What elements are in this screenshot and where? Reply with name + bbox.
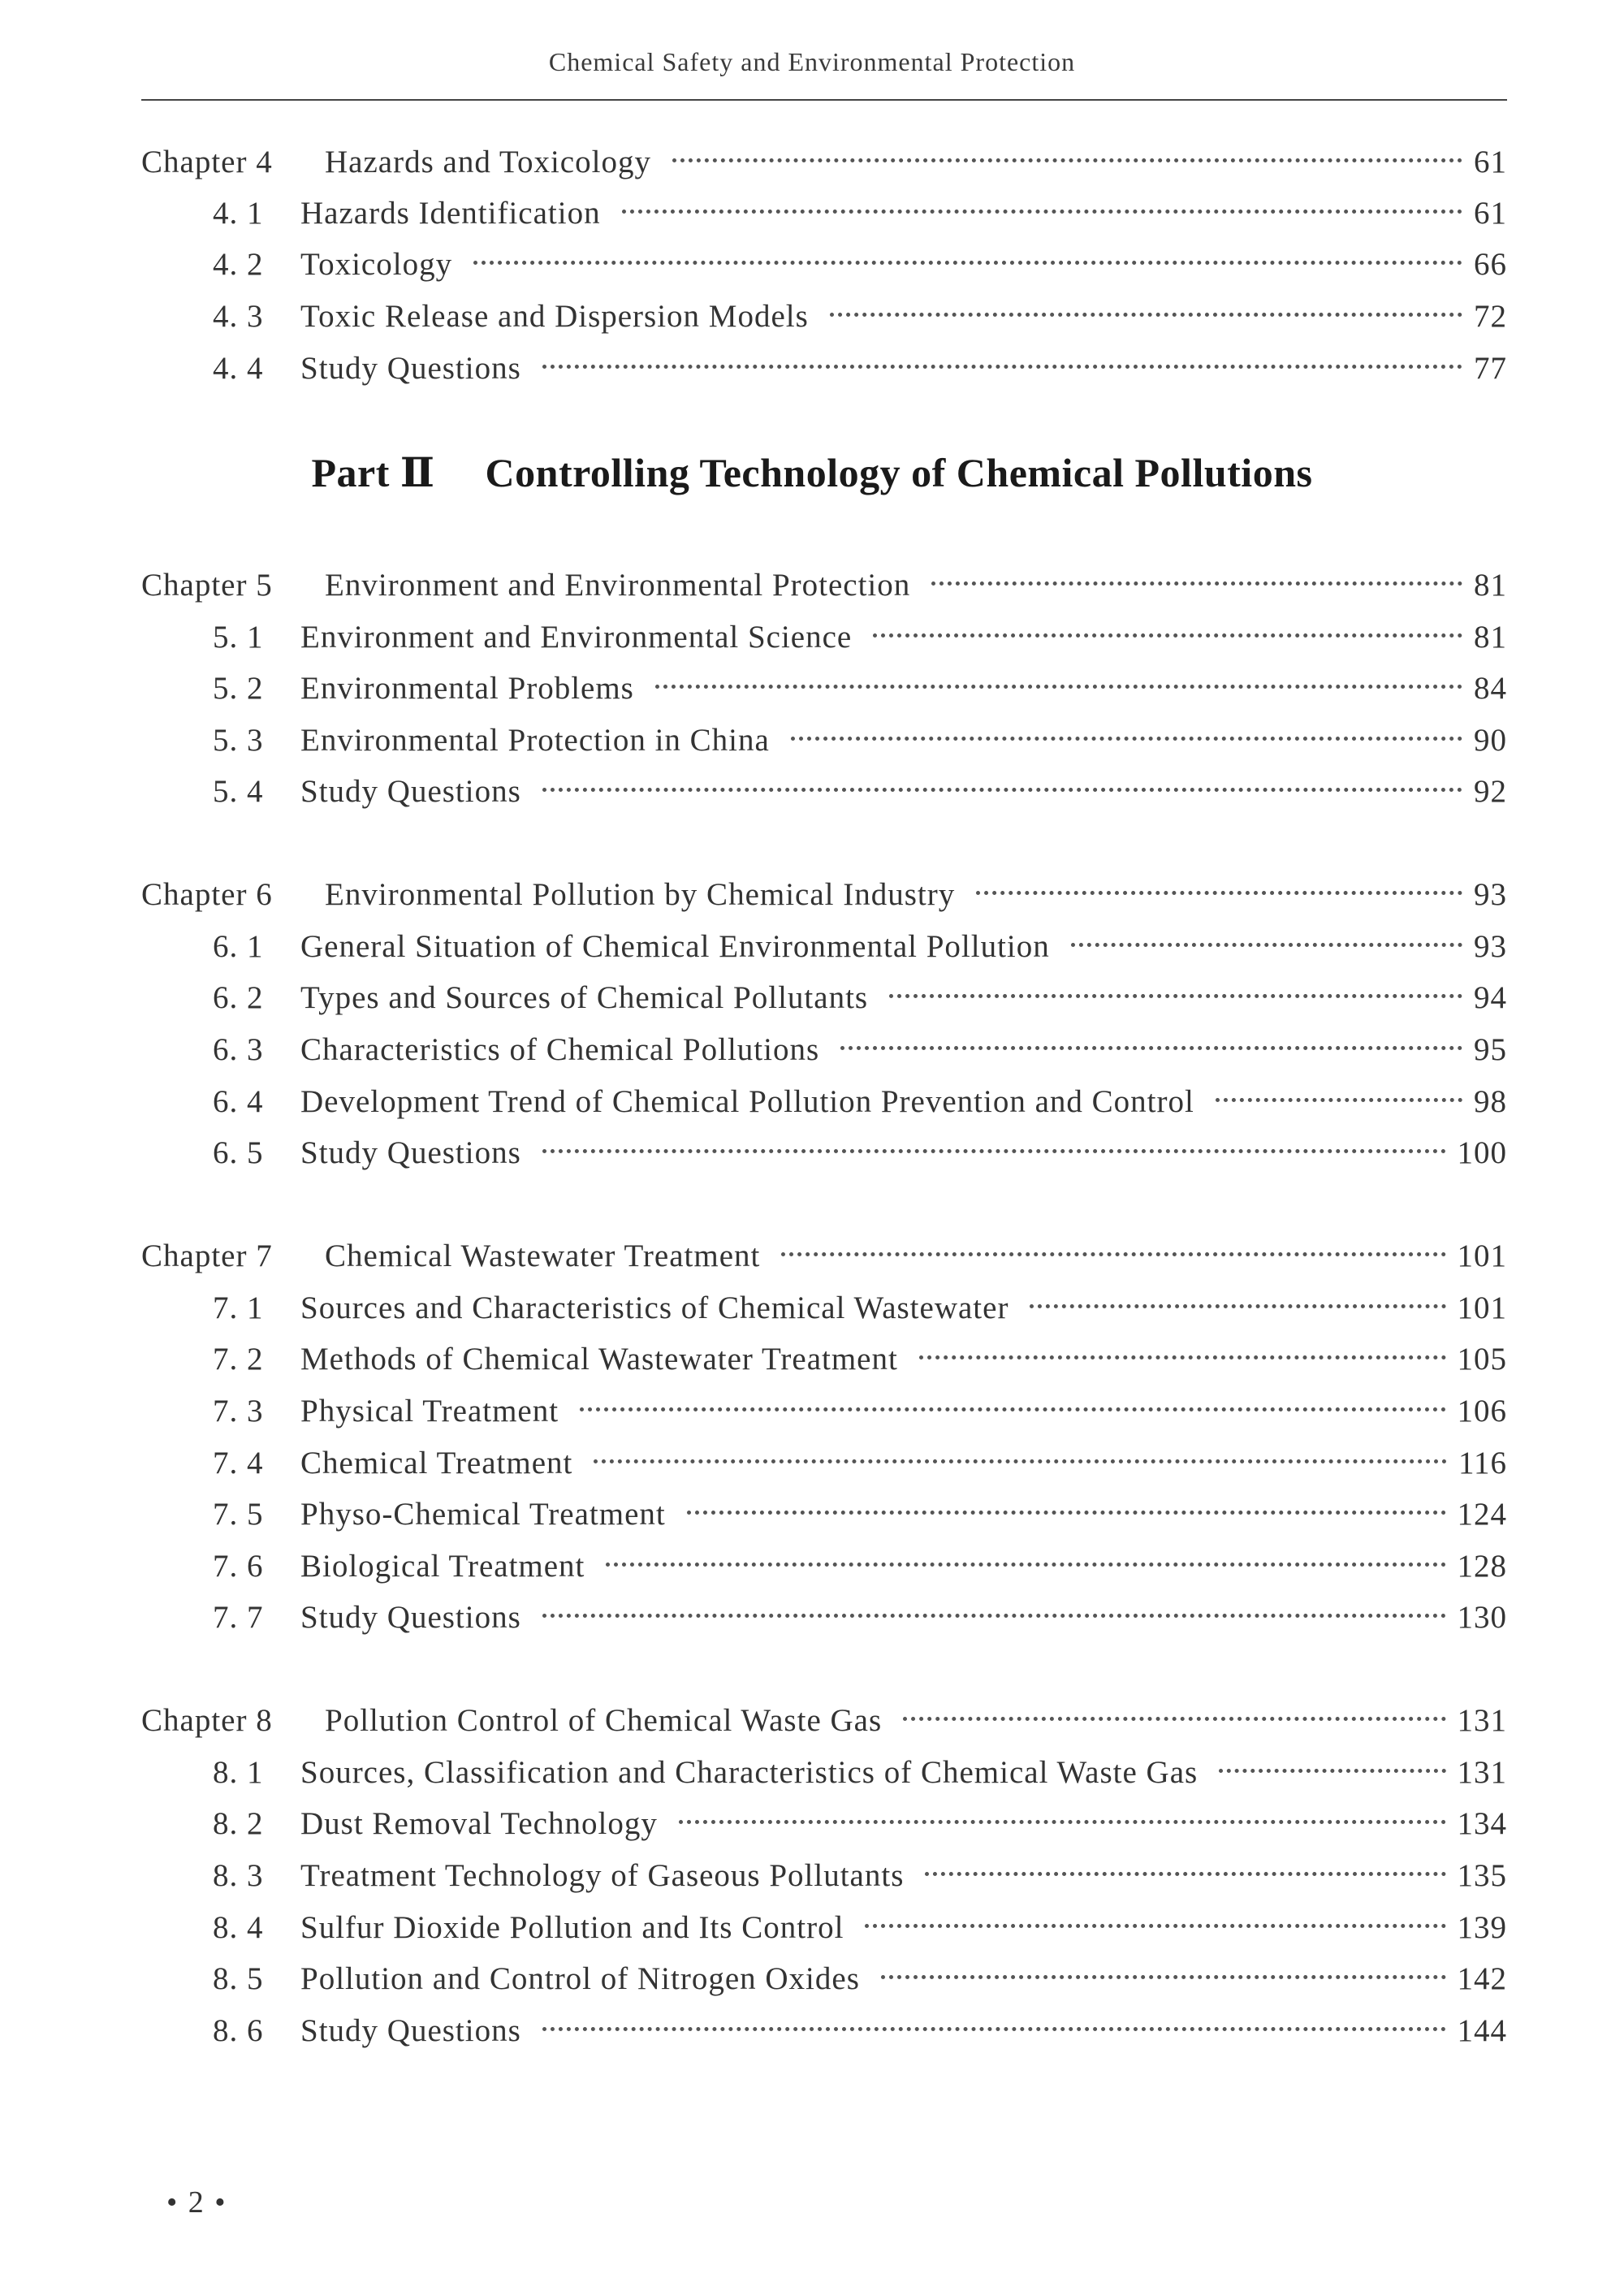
- toc-section-entry: [141, 618, 1507, 657]
- toc-dot-leader: [1219, 1769, 1445, 1773]
- toc-entry-page: 90: [1474, 723, 1507, 758]
- toc-entry-number: 8. 4: [213, 1910, 264, 1945]
- toc-entry-page: 81: [1474, 568, 1507, 603]
- toc-entry-number: 7. 4: [213, 1446, 264, 1480]
- toc-entry-title: Dust Removal Technology: [300, 1806, 658, 1841]
- toc-entry-title: Chemical Treatment: [300, 1446, 573, 1480]
- toc-entry-number: 6. 4: [213, 1084, 264, 1119]
- toc-section-entry: [141, 1444, 1507, 1483]
- toc-dot-leader: [542, 2027, 1446, 2031]
- toc-entry-page: 61: [1474, 145, 1507, 179]
- toc-entry-number: 8. 2: [213, 1806, 264, 1841]
- toc-entry-title: Environmental Problems: [300, 671, 634, 706]
- toc-entry-title: Hazards and Toxicology: [325, 145, 651, 179]
- toc-entry-page: 81: [1474, 620, 1507, 655]
- toc-entry-page: 134: [1457, 1806, 1507, 1841]
- toc-chapter-entry: [141, 1701, 1507, 1740]
- toc-section-entry: [141, 1960, 1507, 1999]
- toc-entry-page: 135: [1457, 1858, 1507, 1893]
- toc-entry-number: 7. 1: [213, 1290, 264, 1325]
- toc-entry-number: Chapter 6: [141, 877, 273, 912]
- toc-section-entry: [141, 1908, 1507, 1947]
- toc-entry-title: Study Questions: [300, 2013, 521, 2048]
- toc-entry-number: 8. 6: [213, 2013, 264, 2048]
- toc-dot-leader: [781, 1252, 1445, 1256]
- toc-entry-number: 7. 7: [213, 1600, 264, 1635]
- toc-entry-title: Physo-Chemical Treatment: [300, 1497, 666, 1532]
- toc-section-entry: [141, 927, 1507, 966]
- toc-section-entry: [141, 669, 1507, 708]
- toc-entry-title: Toxicology: [300, 247, 453, 282]
- header-rule: [141, 99, 1507, 101]
- toc-entry-title: Study Questions: [300, 774, 521, 809]
- toc-entry-page: 77: [1474, 351, 1507, 386]
- toc-entry-page: 98: [1474, 1084, 1507, 1119]
- toc-entry-page: 66: [1474, 247, 1507, 282]
- toc-entry-page: 116: [1458, 1446, 1507, 1480]
- toc-entry-title: Sulfur Dioxide Pollution and Its Control: [300, 1910, 844, 1945]
- toc-entry-page: 139: [1457, 1910, 1507, 1945]
- toc-entry-page: 106: [1457, 1394, 1507, 1429]
- toc-entry-page: 92: [1474, 774, 1507, 809]
- toc-chapter-entry: [141, 566, 1507, 605]
- toc-entry-title: Pollution Control of Chemical Waste Gas: [325, 1703, 883, 1738]
- toc-entry-title: Development Trend of Chemical Pollution Prevention and Control: [300, 1084, 1194, 1119]
- toc-entry-page: 124: [1457, 1497, 1507, 1532]
- toc-section-entry: [141, 1598, 1507, 1637]
- toc-dot-leader: [903, 1717, 1445, 1721]
- toc-entry-number: Chapter 7: [141, 1238, 273, 1273]
- toc-entry-title: Toxic Release and Dispersion Models: [300, 299, 809, 334]
- toc-entry-page: 93: [1474, 929, 1507, 964]
- toc-section-entry: [141, 1289, 1507, 1328]
- toc-dot-leader: [889, 994, 1462, 998]
- toc-entry-number: 8. 3: [213, 1858, 264, 1893]
- toc-entry-number: 7. 2: [213, 1342, 264, 1377]
- toc-dot-leader: [594, 1459, 1447, 1463]
- toc-section-entry: [141, 979, 1507, 1018]
- toc-entry-page: 101: [1457, 1290, 1507, 1325]
- toc-entry-number: Chapter 5: [141, 568, 273, 603]
- toc-entry-number: 6. 1: [213, 929, 264, 964]
- toc-dot-leader: [473, 261, 1462, 265]
- toc-entry-number: 6. 5: [213, 1135, 264, 1170]
- toc-entry-number: 5. 3: [213, 723, 264, 758]
- toc-entry-page: 93: [1474, 877, 1507, 912]
- toc-entry-page: 131: [1457, 1755, 1507, 1790]
- toc-section-entry: [141, 1134, 1507, 1173]
- toc-entry-page: 144: [1457, 2013, 1507, 2048]
- toc-dot-leader: [542, 1614, 1446, 1618]
- toc-entry-number: 4. 3: [213, 299, 264, 334]
- toc-entry-number: 7. 5: [213, 1497, 264, 1532]
- toc-section-entry: [141, 1547, 1507, 1586]
- toc-entry-page: 84: [1474, 671, 1507, 706]
- toc-section-entry: [141, 2012, 1507, 2051]
- toc-dot-leader: [542, 788, 1462, 792]
- toc-dot-leader: [830, 313, 1462, 317]
- toc-entry-page: 100: [1457, 1135, 1507, 1170]
- toc-entry-title: Methods of Chemical Wastewater Treatment: [300, 1342, 898, 1377]
- toc-dot-leader: [679, 1820, 1446, 1824]
- toc-dot-leader: [919, 1355, 1446, 1359]
- toc-dot-leader: [925, 1872, 1445, 1876]
- toc-chapter-entry: [141, 875, 1507, 914]
- toc-entry-title: Hazards Identification: [300, 196, 601, 231]
- toc-section-entry: [141, 1392, 1507, 1431]
- toc-entry-page: 72: [1474, 299, 1507, 334]
- toc-dot-leader: [1071, 943, 1462, 947]
- toc-entry-title: Biological Treatment: [300, 1549, 585, 1584]
- toc-entry-title: Types and Sources of Chemical Pollutants: [300, 980, 869, 1015]
- toc-entry-page: 61: [1474, 196, 1507, 231]
- toc-entry-page: 128: [1457, 1549, 1507, 1584]
- toc-entry-number: 5. 4: [213, 774, 264, 809]
- running-header: Chemical Safety and Environmental Protection: [548, 47, 1076, 76]
- toc-entry-number: 8. 5: [213, 1961, 264, 1996]
- toc-entry-number: 8. 1: [213, 1755, 264, 1790]
- toc-entry-number: Chapter 4: [141, 145, 273, 179]
- toc-dot-leader: [606, 1563, 1445, 1567]
- toc-entry-page: 131: [1457, 1703, 1507, 1738]
- toc-entry-number: 5. 1: [213, 620, 264, 655]
- toc-entry-title: General Situation of Chemical Environmental Pollution: [300, 929, 1050, 964]
- toc-entry-title: Treatment Technology of Gaseous Pollutants: [300, 1858, 905, 1893]
- toc-entry-title: Sources and Characteristics of Chemical Wastewater: [300, 1290, 1009, 1325]
- toc-entry-title: Environment and Environmental Science: [300, 620, 853, 655]
- toc-section-entry: [141, 1083, 1507, 1122]
- page-number: • 2 •: [166, 2185, 227, 2220]
- toc-entry-number: 5. 2: [213, 671, 264, 706]
- toc-section-entry: [141, 1031, 1507, 1070]
- toc-entry-number: Chapter 8: [141, 1703, 273, 1738]
- toc-chapter-entry: [141, 143, 1507, 182]
- toc-entry-title: Chemical Wastewater Treatment: [325, 1238, 761, 1273]
- toc-entry-number: 4. 4: [213, 351, 264, 386]
- toc-entry-number: 7. 3: [213, 1394, 264, 1429]
- toc-entry-page: 94: [1474, 980, 1507, 1015]
- toc-section-entry: [141, 721, 1507, 760]
- toc-entry-title: Study Questions: [300, 351, 521, 386]
- toc-entry-number: 6. 3: [213, 1032, 264, 1067]
- toc-entry-number: 7. 6: [213, 1549, 264, 1584]
- toc-dot-leader: [1216, 1098, 1462, 1102]
- toc-dot-leader: [865, 1924, 1445, 1928]
- toc-entry-title: Environmental Pollution by Chemical Industry: [325, 877, 956, 912]
- toc-entry-title: Pollution and Control of Nitrogen Oxides: [300, 1961, 860, 1996]
- toc-section-entry: [141, 194, 1507, 233]
- toc-dot-leader: [542, 365, 1462, 369]
- toc-dot-leader: [687, 1511, 1446, 1515]
- toc-section-entry: [141, 245, 1507, 284]
- toc-entry-number: 4. 1: [213, 196, 264, 231]
- toc-entry-number: 6. 2: [213, 980, 264, 1015]
- toc-dot-leader: [655, 685, 1462, 689]
- toc-entry-title: Study Questions: [300, 1600, 521, 1635]
- toc-dot-leader: [672, 158, 1462, 162]
- toc-entry-page: 105: [1457, 1342, 1507, 1377]
- toc-entry-number: 4. 2: [213, 247, 264, 282]
- toc-section-entry: [141, 1340, 1507, 1379]
- toc-dot-leader: [840, 1046, 1462, 1050]
- toc-section-entry: [141, 1805, 1507, 1844]
- toc-dot-leader: [791, 737, 1462, 741]
- toc-section-entry: [141, 1753, 1507, 1792]
- toc-dot-leader: [976, 891, 1462, 895]
- toc-dot-leader: [931, 581, 1462, 586]
- toc-dot-leader: [622, 210, 1462, 214]
- toc-entry-title: Physical Treatment: [300, 1394, 559, 1429]
- toc-entry-title: Characteristics of Chemical Pollutions: [300, 1032, 820, 1067]
- part-heading: [0, 448, 1624, 496]
- part-label: Part Ⅱ: [311, 450, 435, 495]
- part-title: Controlling Technology of Chemical Pollutions: [485, 450, 1313, 495]
- toc-entry-page: 101: [1457, 1238, 1507, 1273]
- toc-dot-leader: [873, 633, 1462, 638]
- toc-chapter-entry: [141, 1237, 1507, 1276]
- toc-entry-title: Sources, Classification and Characteristics of Chemical Waste Gas: [300, 1755, 1199, 1790]
- toc-dot-leader: [580, 1407, 1445, 1411]
- toc-dot-leader: [1030, 1304, 1445, 1308]
- toc-section-entry: [141, 349, 1507, 388]
- toc-section-entry: [141, 1857, 1507, 1895]
- toc-section-entry: [141, 297, 1507, 336]
- toc-entry-page: 142: [1457, 1961, 1507, 1996]
- toc-section-entry: [141, 1495, 1507, 1534]
- toc-dot-leader: [881, 1975, 1446, 1979]
- toc-entry-title: Study Questions: [300, 1135, 521, 1170]
- toc-entry-page: 95: [1474, 1032, 1507, 1067]
- toc-entry-page: 130: [1457, 1600, 1507, 1635]
- toc-entry-title: Environmental Protection in China: [300, 723, 770, 758]
- toc-dot-leader: [542, 1149, 1446, 1153]
- toc-entry-title: Environment and Environmental Protection: [325, 568, 911, 603]
- toc-section-entry: [141, 772, 1507, 811]
